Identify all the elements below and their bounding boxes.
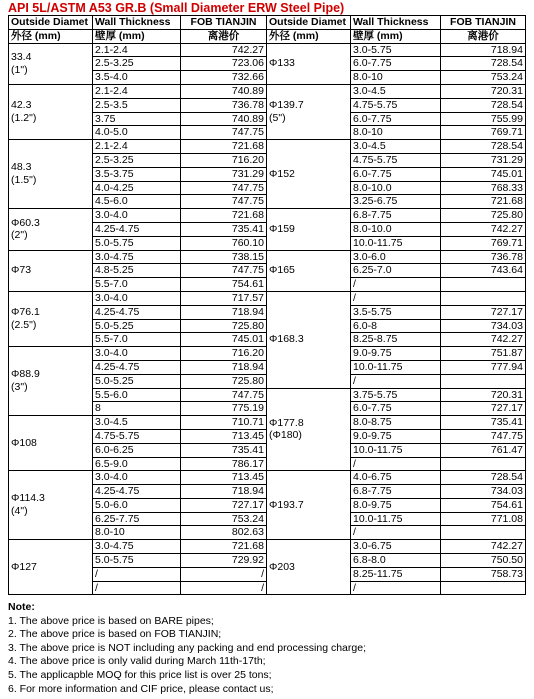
outside-diameter-line: Φ127 bbox=[11, 560, 37, 573]
wall-thickness-header-cn: 壁厚 (mm) bbox=[351, 29, 441, 43]
table-row bbox=[9, 209, 526, 223]
outside-diameter-line: Φ88.9 bbox=[11, 368, 40, 381]
wall-thickness-cell: 3.5-4.0 bbox=[93, 71, 181, 85]
wall-thickness-header: Wall Thickness bbox=[93, 16, 181, 30]
price-header-cn: 离港价 bbox=[441, 29, 526, 43]
price-cell: 727.17 bbox=[441, 402, 526, 416]
price-cell: 734.03 bbox=[441, 319, 526, 333]
price-cell: 743.64 bbox=[441, 264, 526, 278]
wall-thickness-cell: / bbox=[93, 567, 181, 581]
table-row bbox=[9, 140, 526, 154]
price-cell: 721.68 bbox=[181, 140, 267, 154]
price-cell: 747.75 bbox=[181, 264, 267, 278]
outside-diameter-line: Φ177.8 bbox=[269, 416, 304, 429]
price-cell: 738.15 bbox=[181, 250, 267, 264]
wall-thickness-cell: 8 bbox=[93, 402, 181, 416]
wall-thickness-cell: / bbox=[93, 581, 181, 595]
wall-thickness-cell: 3.0-4.0 bbox=[93, 347, 181, 361]
outside-diameter-line: Φ60.3 bbox=[11, 216, 40, 229]
wall-thickness-cell: 2.1-2.4 bbox=[93, 43, 181, 57]
outside-diameter-line: Φ139.7 bbox=[269, 99, 304, 112]
wall-thickness-cell: 5.5-7.0 bbox=[93, 333, 181, 347]
price-cell bbox=[441, 374, 526, 388]
table-row bbox=[9, 540, 526, 554]
price-cell: 723.06 bbox=[181, 57, 267, 71]
wall-thickness-cell: 3.75-5.75 bbox=[351, 388, 441, 402]
price-cell: 731.29 bbox=[181, 167, 267, 181]
price-cell: 736.78 bbox=[441, 250, 526, 264]
price-cell: 802.63 bbox=[181, 526, 267, 540]
price-cell: 747.75 bbox=[181, 195, 267, 209]
od-header: Outside Diamet bbox=[267, 16, 351, 30]
wall-thickness-cell: 6.25-7.75 bbox=[93, 512, 181, 526]
price-cell: 727.17 bbox=[441, 305, 526, 319]
price-cell: 728.54 bbox=[441, 57, 526, 71]
price-cell: 732.66 bbox=[181, 71, 267, 85]
price-cell: 742.27 bbox=[441, 333, 526, 347]
price-cell: 735.41 bbox=[181, 443, 267, 457]
price-cell: 775.19 bbox=[181, 402, 267, 416]
outside-diameter-line: (1.2") bbox=[11, 112, 37, 125]
notes-title: Note: bbox=[8, 601, 35, 613]
wall-thickness-cell: / bbox=[351, 278, 441, 292]
outside-diameter-line: Φ76.1 bbox=[11, 306, 40, 319]
wall-thickness-cell: 6.0-8 bbox=[351, 319, 441, 333]
wall-thickness-cell: 8.0-10 bbox=[351, 71, 441, 85]
price-cell: 742.27 bbox=[441, 222, 526, 236]
wall-thickness-cell: 8.25-11.75 bbox=[351, 567, 441, 581]
price-cell: 721.68 bbox=[181, 540, 267, 554]
price-cell: 729.92 bbox=[181, 554, 267, 568]
wall-thickness-cell: 4.0-5.0 bbox=[93, 126, 181, 140]
wall-thickness-cell: 5.0-5.75 bbox=[93, 236, 181, 250]
wall-thickness-cell: 3.0-4.5 bbox=[351, 140, 441, 154]
price-cell: 786.17 bbox=[181, 457, 267, 471]
table-row bbox=[9, 291, 526, 305]
price-cell: 754.61 bbox=[441, 498, 526, 512]
wall-thickness-cell: 3.0-4.5 bbox=[93, 416, 181, 430]
price-cell: 713.45 bbox=[181, 471, 267, 485]
price-cell bbox=[441, 457, 526, 471]
outside-diameter-line: Φ168.3 bbox=[269, 333, 304, 346]
note-item: 3. The above price is NOT including any packing and end processing charge; bbox=[8, 641, 366, 654]
outside-diameter-line: Φ159 bbox=[269, 222, 295, 235]
outside-diameter-cell bbox=[9, 471, 93, 540]
note-item: 4. The above price is only valid during March 11th-17th; bbox=[8, 655, 266, 668]
price-table bbox=[8, 15, 526, 595]
od-header-cn: 外径 (mm) bbox=[267, 29, 351, 43]
price-cell: 728.54 bbox=[441, 140, 526, 154]
wall-thickness-cell: 3.0-4.75 bbox=[93, 540, 181, 554]
price-cell: 777.94 bbox=[441, 360, 526, 374]
outside-diameter-line: (1") bbox=[11, 63, 28, 76]
wall-thickness-cell: 6.0-6.25 bbox=[93, 443, 181, 457]
wall-thickness-cell: 6.8-7.75 bbox=[351, 485, 441, 499]
outside-diameter-cell bbox=[9, 209, 93, 250]
note-item: 1. The above price is based on BARE pipes; bbox=[8, 614, 214, 627]
wall-thickness-cell: 5.5-7.0 bbox=[93, 278, 181, 292]
wall-thickness-cell: / bbox=[351, 457, 441, 471]
outside-diameter-line: Φ152 bbox=[269, 167, 295, 180]
outside-diameter-cell bbox=[267, 43, 351, 84]
price-cell: 727.17 bbox=[181, 498, 267, 512]
price-cell: 742.27 bbox=[441, 540, 526, 554]
price-cell: 747.75 bbox=[181, 388, 267, 402]
outside-diameter-cell bbox=[267, 250, 351, 291]
wall-thickness-cell: 3.0-4.5 bbox=[351, 84, 441, 98]
outside-diameter-cell bbox=[9, 540, 93, 595]
wall-thickness-cell: 6.5-9.0 bbox=[93, 457, 181, 471]
outside-diameter-cell bbox=[9, 84, 93, 139]
price-header-cn: 离港价 bbox=[181, 29, 267, 43]
price-cell: 768.33 bbox=[441, 181, 526, 195]
price-cell: 728.54 bbox=[441, 98, 526, 112]
price-cell: 736.78 bbox=[181, 98, 267, 112]
price-cell: 760.10 bbox=[181, 236, 267, 250]
price-cell: 720.31 bbox=[441, 84, 526, 98]
price-cell: 755.99 bbox=[441, 112, 526, 126]
wall-thickness-cell: 8.0-8.75 bbox=[351, 416, 441, 430]
note-item: 5. The applicapble MOQ for this price list is over 25 tons; bbox=[8, 668, 272, 681]
price-cell: 718.94 bbox=[181, 360, 267, 374]
wall-thickness-cell: 4.75-5.75 bbox=[351, 98, 441, 112]
wall-thickness-cell: 2.5-3.5 bbox=[93, 98, 181, 112]
wall-thickness-cell: 3.0-5.75 bbox=[351, 43, 441, 57]
price-cell: 713.45 bbox=[181, 429, 267, 443]
price-list-title: API 5L/ASTM A53 GR.B (Small Diameter ERW Steel Pipe) bbox=[8, 1, 345, 15]
wall-thickness-cell: 5.0-6.0 bbox=[93, 498, 181, 512]
wall-thickness-cell: 10.0-11.75 bbox=[351, 512, 441, 526]
outside-diameter-cell bbox=[267, 540, 351, 595]
outside-diameter-cell bbox=[9, 140, 93, 209]
outside-diameter-cell bbox=[9, 250, 93, 291]
price-cell: 747.75 bbox=[441, 429, 526, 443]
od-header: Outside Diamet bbox=[9, 16, 93, 30]
outside-diameter-line: Φ203 bbox=[269, 560, 295, 573]
wall-thickness-cell: 9.0-9.75 bbox=[351, 429, 441, 443]
outside-diameter-cell bbox=[267, 388, 351, 471]
price-cell: 753.24 bbox=[181, 512, 267, 526]
note-item: 2. The above price is based on FOB TIANJIN; bbox=[8, 628, 222, 641]
wall-thickness-cell: 5.0-5.75 bbox=[93, 554, 181, 568]
price-cell: 745.01 bbox=[181, 333, 267, 347]
od-header-cn: 外径 (mm) bbox=[9, 29, 93, 43]
wall-thickness-cell: 4.8-5.25 bbox=[93, 264, 181, 278]
wall-thickness-cell: 6.8-7.75 bbox=[351, 209, 441, 223]
price-cell: 735.41 bbox=[441, 416, 526, 430]
wall-thickness-cell: 4.25-4.75 bbox=[93, 485, 181, 499]
wall-thickness-cell: 4.0-4.25 bbox=[93, 181, 181, 195]
outside-diameter-line: (4") bbox=[11, 505, 28, 518]
price-cell: 753.24 bbox=[441, 71, 526, 85]
table-row bbox=[9, 43, 526, 57]
wall-thickness-cell: 3.0-6.0 bbox=[351, 250, 441, 264]
price-cell: / bbox=[181, 567, 267, 581]
outside-diameter-cell bbox=[267, 140, 351, 209]
wall-thickness-cell: 10.0-11.75 bbox=[351, 360, 441, 374]
wall-thickness-cell: 6.0-7.75 bbox=[351, 402, 441, 416]
wall-thickness-cell: 3.5-5.75 bbox=[351, 305, 441, 319]
price-cell: 740.89 bbox=[181, 112, 267, 126]
wall-thickness-cell: 6.0-7.75 bbox=[351, 167, 441, 181]
wall-thickness-cell: 5.5-6.0 bbox=[93, 388, 181, 402]
wall-thickness-cell: 2.1-2.4 bbox=[93, 84, 181, 98]
price-cell: 716.20 bbox=[181, 153, 267, 167]
price-cell: 745.01 bbox=[441, 167, 526, 181]
wall-thickness-cell: 4.5-6.0 bbox=[93, 195, 181, 209]
wall-thickness-cell: 6.0-7.75 bbox=[351, 57, 441, 71]
outside-diameter-line: 33.4 bbox=[11, 50, 32, 63]
outside-diameter-line: 42.3 bbox=[11, 99, 32, 112]
fob-header: FOB TIANJIN bbox=[181, 16, 267, 30]
wall-thickness-cell: 6.8-8.0 bbox=[351, 554, 441, 568]
wall-thickness-cell: / bbox=[351, 291, 441, 305]
outside-diameter-cell bbox=[9, 416, 93, 471]
wall-thickness-cell: 6.25-7.0 bbox=[351, 264, 441, 278]
outside-diameter-cell bbox=[9, 347, 93, 416]
price-cell: 710.71 bbox=[181, 416, 267, 430]
price-cell: 769.71 bbox=[441, 236, 526, 250]
outside-diameter-line: (1.5") bbox=[11, 174, 37, 187]
notes-list bbox=[8, 615, 366, 697]
wall-thickness-cell: 4.0-6.75 bbox=[351, 471, 441, 485]
price-cell: 758.73 bbox=[441, 567, 526, 581]
price-cell bbox=[441, 526, 526, 540]
note-item: 6. For more information and CIF price, please contact us; bbox=[8, 682, 274, 695]
wall-thickness-cell: / bbox=[351, 374, 441, 388]
price-cell: 721.68 bbox=[181, 209, 267, 223]
outside-diameter-line: (2") bbox=[11, 229, 28, 242]
table-row bbox=[9, 250, 526, 264]
price-cell: 771.08 bbox=[441, 512, 526, 526]
price-table-body bbox=[9, 43, 526, 595]
price-cell bbox=[441, 581, 526, 595]
outside-diameter-line: 48.3 bbox=[11, 161, 32, 174]
outside-diameter-line: (Φ180) bbox=[269, 429, 302, 442]
outside-diameter-cell bbox=[267, 209, 351, 250]
price-cell: 747.75 bbox=[181, 181, 267, 195]
wall-thickness-cell: 8.0-10.0 bbox=[351, 181, 441, 195]
wall-thickness-cell: 3.5-3.75 bbox=[93, 167, 181, 181]
wall-thickness-cell: 5.0-5.25 bbox=[93, 374, 181, 388]
fob-header: FOB TIANJIN bbox=[441, 16, 526, 30]
price-cell: 718.94 bbox=[181, 485, 267, 499]
wall-thickness-cell: 4.25-4.75 bbox=[93, 222, 181, 236]
wall-thickness-cell: 6.0-7.75 bbox=[351, 112, 441, 126]
wall-thickness-cell: 3.75 bbox=[93, 112, 181, 126]
outside-diameter-line: (5") bbox=[269, 112, 286, 125]
wall-thickness-cell: / bbox=[351, 526, 441, 540]
price-cell: 725.80 bbox=[181, 319, 267, 333]
outside-diameter-line: (2.5") bbox=[11, 319, 37, 332]
outside-diameter-cell bbox=[9, 43, 93, 84]
price-cell: 718.94 bbox=[181, 305, 267, 319]
outside-diameter-line: Φ133 bbox=[269, 57, 295, 70]
price-cell: 740.89 bbox=[181, 84, 267, 98]
wall-thickness-cell: 8.0-9.75 bbox=[351, 498, 441, 512]
price-cell: 725.80 bbox=[181, 374, 267, 388]
price-cell: 716.20 bbox=[181, 347, 267, 361]
price-cell: 720.31 bbox=[441, 388, 526, 402]
price-cell: 747.75 bbox=[181, 126, 267, 140]
price-cell: 751.87 bbox=[441, 347, 526, 361]
wall-thickness-cell: 5.0-5.25 bbox=[93, 319, 181, 333]
header-row-cn bbox=[9, 29, 526, 43]
outside-diameter-cell bbox=[267, 291, 351, 388]
price-cell: 735.41 bbox=[181, 222, 267, 236]
outside-diameter-cell bbox=[267, 84, 351, 139]
price-cell: 725.80 bbox=[441, 209, 526, 223]
price-cell: 717.57 bbox=[181, 291, 267, 305]
outside-diameter-line: Φ114.3 bbox=[11, 492, 45, 505]
wall-thickness-cell: 8.0-10 bbox=[351, 126, 441, 140]
wall-thickness-cell: 9.0-9.75 bbox=[351, 347, 441, 361]
wall-thickness-cell: 2.5-3.25 bbox=[93, 57, 181, 71]
price-cell: 761.47 bbox=[441, 443, 526, 457]
wall-thickness-cell: 3.0-4.75 bbox=[93, 250, 181, 264]
wall-thickness-header-cn: 壁厚 (mm) bbox=[93, 29, 181, 43]
wall-thickness-cell: 8.0-10.0 bbox=[351, 222, 441, 236]
outside-diameter-line: Φ108 bbox=[11, 436, 37, 449]
wall-thickness-cell: 2.5-3.25 bbox=[93, 153, 181, 167]
price-cell: 750.50 bbox=[441, 554, 526, 568]
wall-thickness-cell: / bbox=[351, 581, 441, 595]
wall-thickness-header: Wall Thickness bbox=[351, 16, 441, 30]
outside-diameter-line: Φ73 bbox=[11, 264, 32, 277]
wall-thickness-cell: 3.25-6.75 bbox=[351, 195, 441, 209]
price-cell: 721.68 bbox=[441, 195, 526, 209]
price-cell: / bbox=[181, 581, 267, 595]
wall-thickness-cell: 10.0-11.75 bbox=[351, 443, 441, 457]
wall-thickness-cell: 2.1-2.4 bbox=[93, 140, 181, 154]
price-cell: 769.71 bbox=[441, 126, 526, 140]
price-cell: 728.54 bbox=[441, 471, 526, 485]
outside-diameter-line: Φ193.7 bbox=[269, 498, 304, 511]
price-cell bbox=[441, 291, 526, 305]
outside-diameter-line: Φ165 bbox=[269, 264, 295, 277]
outside-diameter-cell bbox=[9, 291, 93, 346]
outside-diameter-line: (3") bbox=[11, 381, 28, 394]
price-cell: 731.29 bbox=[441, 153, 526, 167]
table-row bbox=[9, 84, 526, 98]
price-cell bbox=[441, 278, 526, 292]
wall-thickness-cell: 4.75-5.75 bbox=[351, 153, 441, 167]
wall-thickness-cell: 8.25-8.75 bbox=[351, 333, 441, 347]
wall-thickness-cell: 3.0-4.0 bbox=[93, 209, 181, 223]
wall-thickness-cell: 10.0-11.75 bbox=[351, 236, 441, 250]
wall-thickness-cell: 4.25-4.75 bbox=[93, 305, 181, 319]
notes-section bbox=[8, 601, 366, 696]
price-cell: 734.03 bbox=[441, 485, 526, 499]
wall-thickness-cell: 3.0-6.75 bbox=[351, 540, 441, 554]
outside-diameter-cell bbox=[267, 471, 351, 540]
price-cell: 754.61 bbox=[181, 278, 267, 292]
wall-thickness-cell: 4.25-4.75 bbox=[93, 360, 181, 374]
table-row bbox=[9, 471, 526, 485]
wall-thickness-cell: 4.75-5.75 bbox=[93, 429, 181, 443]
wall-thickness-cell: 3.0-4.0 bbox=[93, 471, 181, 485]
wall-thickness-cell: 3.0-4.0 bbox=[93, 291, 181, 305]
price-cell: 718.94 bbox=[441, 43, 526, 57]
header-row-en bbox=[9, 16, 526, 30]
price-cell: 742.27 bbox=[181, 43, 267, 57]
wall-thickness-cell: 8.0-10 bbox=[93, 526, 181, 540]
